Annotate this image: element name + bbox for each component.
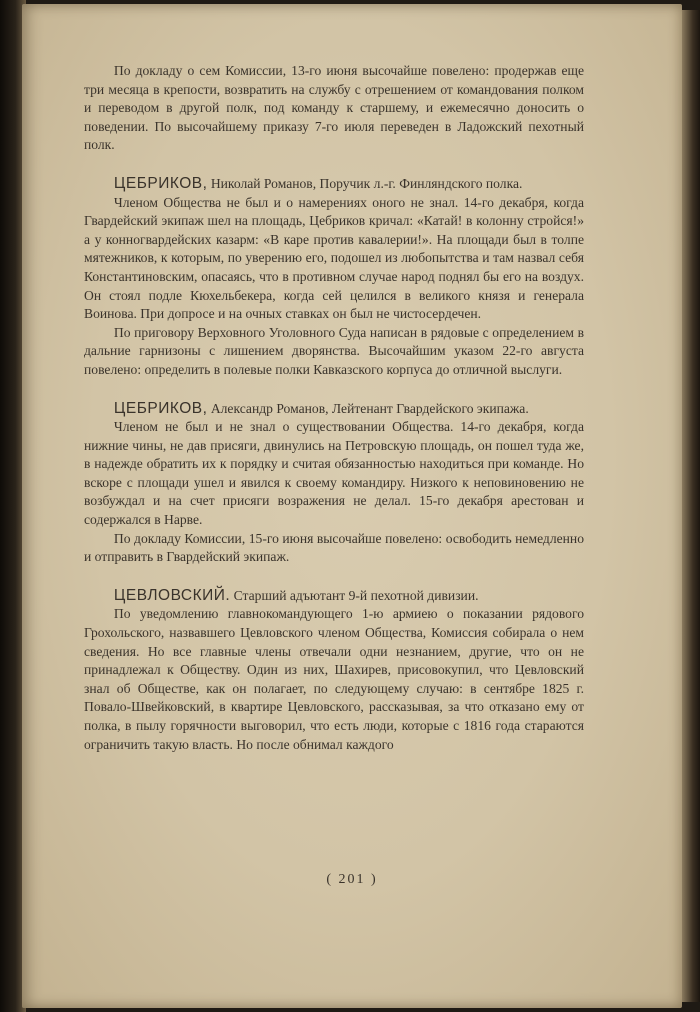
entry-heading-rest: Николай Романов, Поручик л.-г. Финляндского полка. bbox=[207, 175, 523, 191]
entry-heading bbox=[84, 400, 584, 419]
entry-heading bbox=[84, 587, 584, 606]
entry-heading bbox=[84, 175, 584, 194]
entry-paragraph: Членом не был и не знал о существовании Общества. 14-го декабря, когда нижние чины, не дав присяги, двинулись на Петровскую площадь, он пошел туда же, в надежде обратить их к порядку и считая обязанностью находиться при команде. Но вскоре с площади ушел и явился к своему командиру. Низкого к неповиновению не возбуждал и на счет присяги возражения не делал. 15-го декабря арестован и содержался в Нарве. bbox=[84, 419, 584, 528]
entry-paragraph: По уведомлению главнокомандующего 1-ю армиею о показании рядового Грохольского, назвавшего Цевловского членом Общества, Комиссия собирала о нем сведения. Но все главные члены отвечали одни незнанием, другие, что он не принадлежал к Обществу. Один из них, Шахирев, присовокупил, что Цевловский знал об Обществе, как он полагает, по следующему случаю: в сентябре 1825 г. Повало-Швейковский, в квартире Цевловского, рассказывая, за что отказано ему от полка, в пылу горячности выговорил, что есть люди, которые с 1816 года стараются ограничить такую власть. Но после обнимал каждого bbox=[84, 606, 584, 752]
book-page bbox=[22, 4, 682, 1008]
page-number: ( 201 ) bbox=[326, 872, 378, 887]
entry-paragraph: Членом Общества не был и о намерениях оного не знал. 14-го декабря, когда Гвардейский экипаж шел на площадь, Цебриков кричал: «Катай! в колонну стройся!» а у конногвардейских казарм: «В каре против кавалерии!». На площади был в толпе мятежников, к которым, по уверению его, подошел из любопытства и там назвал себя Константиновским, опасаясь, что в противном случае народ поднял бы его на воздух. Он стоял подле Кюхельбекера, когда сей целился в великого князя и генерала Воинова. При допросе и на очных ставках он был не чистосердечен. bbox=[84, 194, 584, 322]
entry-paragraph: По докладу Комиссии, 15-го июня высочайше повелено: освободить немедленно и отправить в Гвардейский экипаж. bbox=[84, 530, 584, 565]
entry-tsevlovsky bbox=[84, 587, 584, 754]
entry-heading-rest: Старший адъютант 9-й пехотной дивизии. bbox=[230, 587, 479, 603]
entry-surname: ЦЕБРИКОВ, bbox=[113, 174, 208, 192]
entry-tsebrikov-nikolai bbox=[84, 175, 584, 380]
entry-heading-rest: Александр Романов, Лейтенант Гвардейского экипажа. bbox=[207, 400, 529, 416]
intro-paragraph: По докладу о сем Комиссии, 13-го июня высочайше повелено: продержав еще три месяца в крепости, возвратить на службу с отрешением от командования полком и переводом в другой полк, под команду к старшему, и ежемесячно доносить о поведении. По высочайшему приказу 7-го июля переведен в Ладожский пехотный полк. bbox=[84, 63, 584, 153]
entry-tsebrikov-aleksandr bbox=[84, 400, 584, 567]
entry-paragraph: По приговору Верховного Уголовного Суда написан в рядовые с определением в дальние гарнизоны с лишением дворянства. Высочайшим указом 22-го августа повелено: определить в полевые полки Кавказского корпуса до отличной выслуги. bbox=[84, 324, 584, 377]
entry-surname: ЦЕБРИКОВ, bbox=[113, 399, 208, 417]
page-text bbox=[84, 62, 584, 754]
page-edge bbox=[682, 10, 700, 1002]
entry-surname: ЦЕВЛОВСКИЙ. bbox=[113, 586, 231, 604]
